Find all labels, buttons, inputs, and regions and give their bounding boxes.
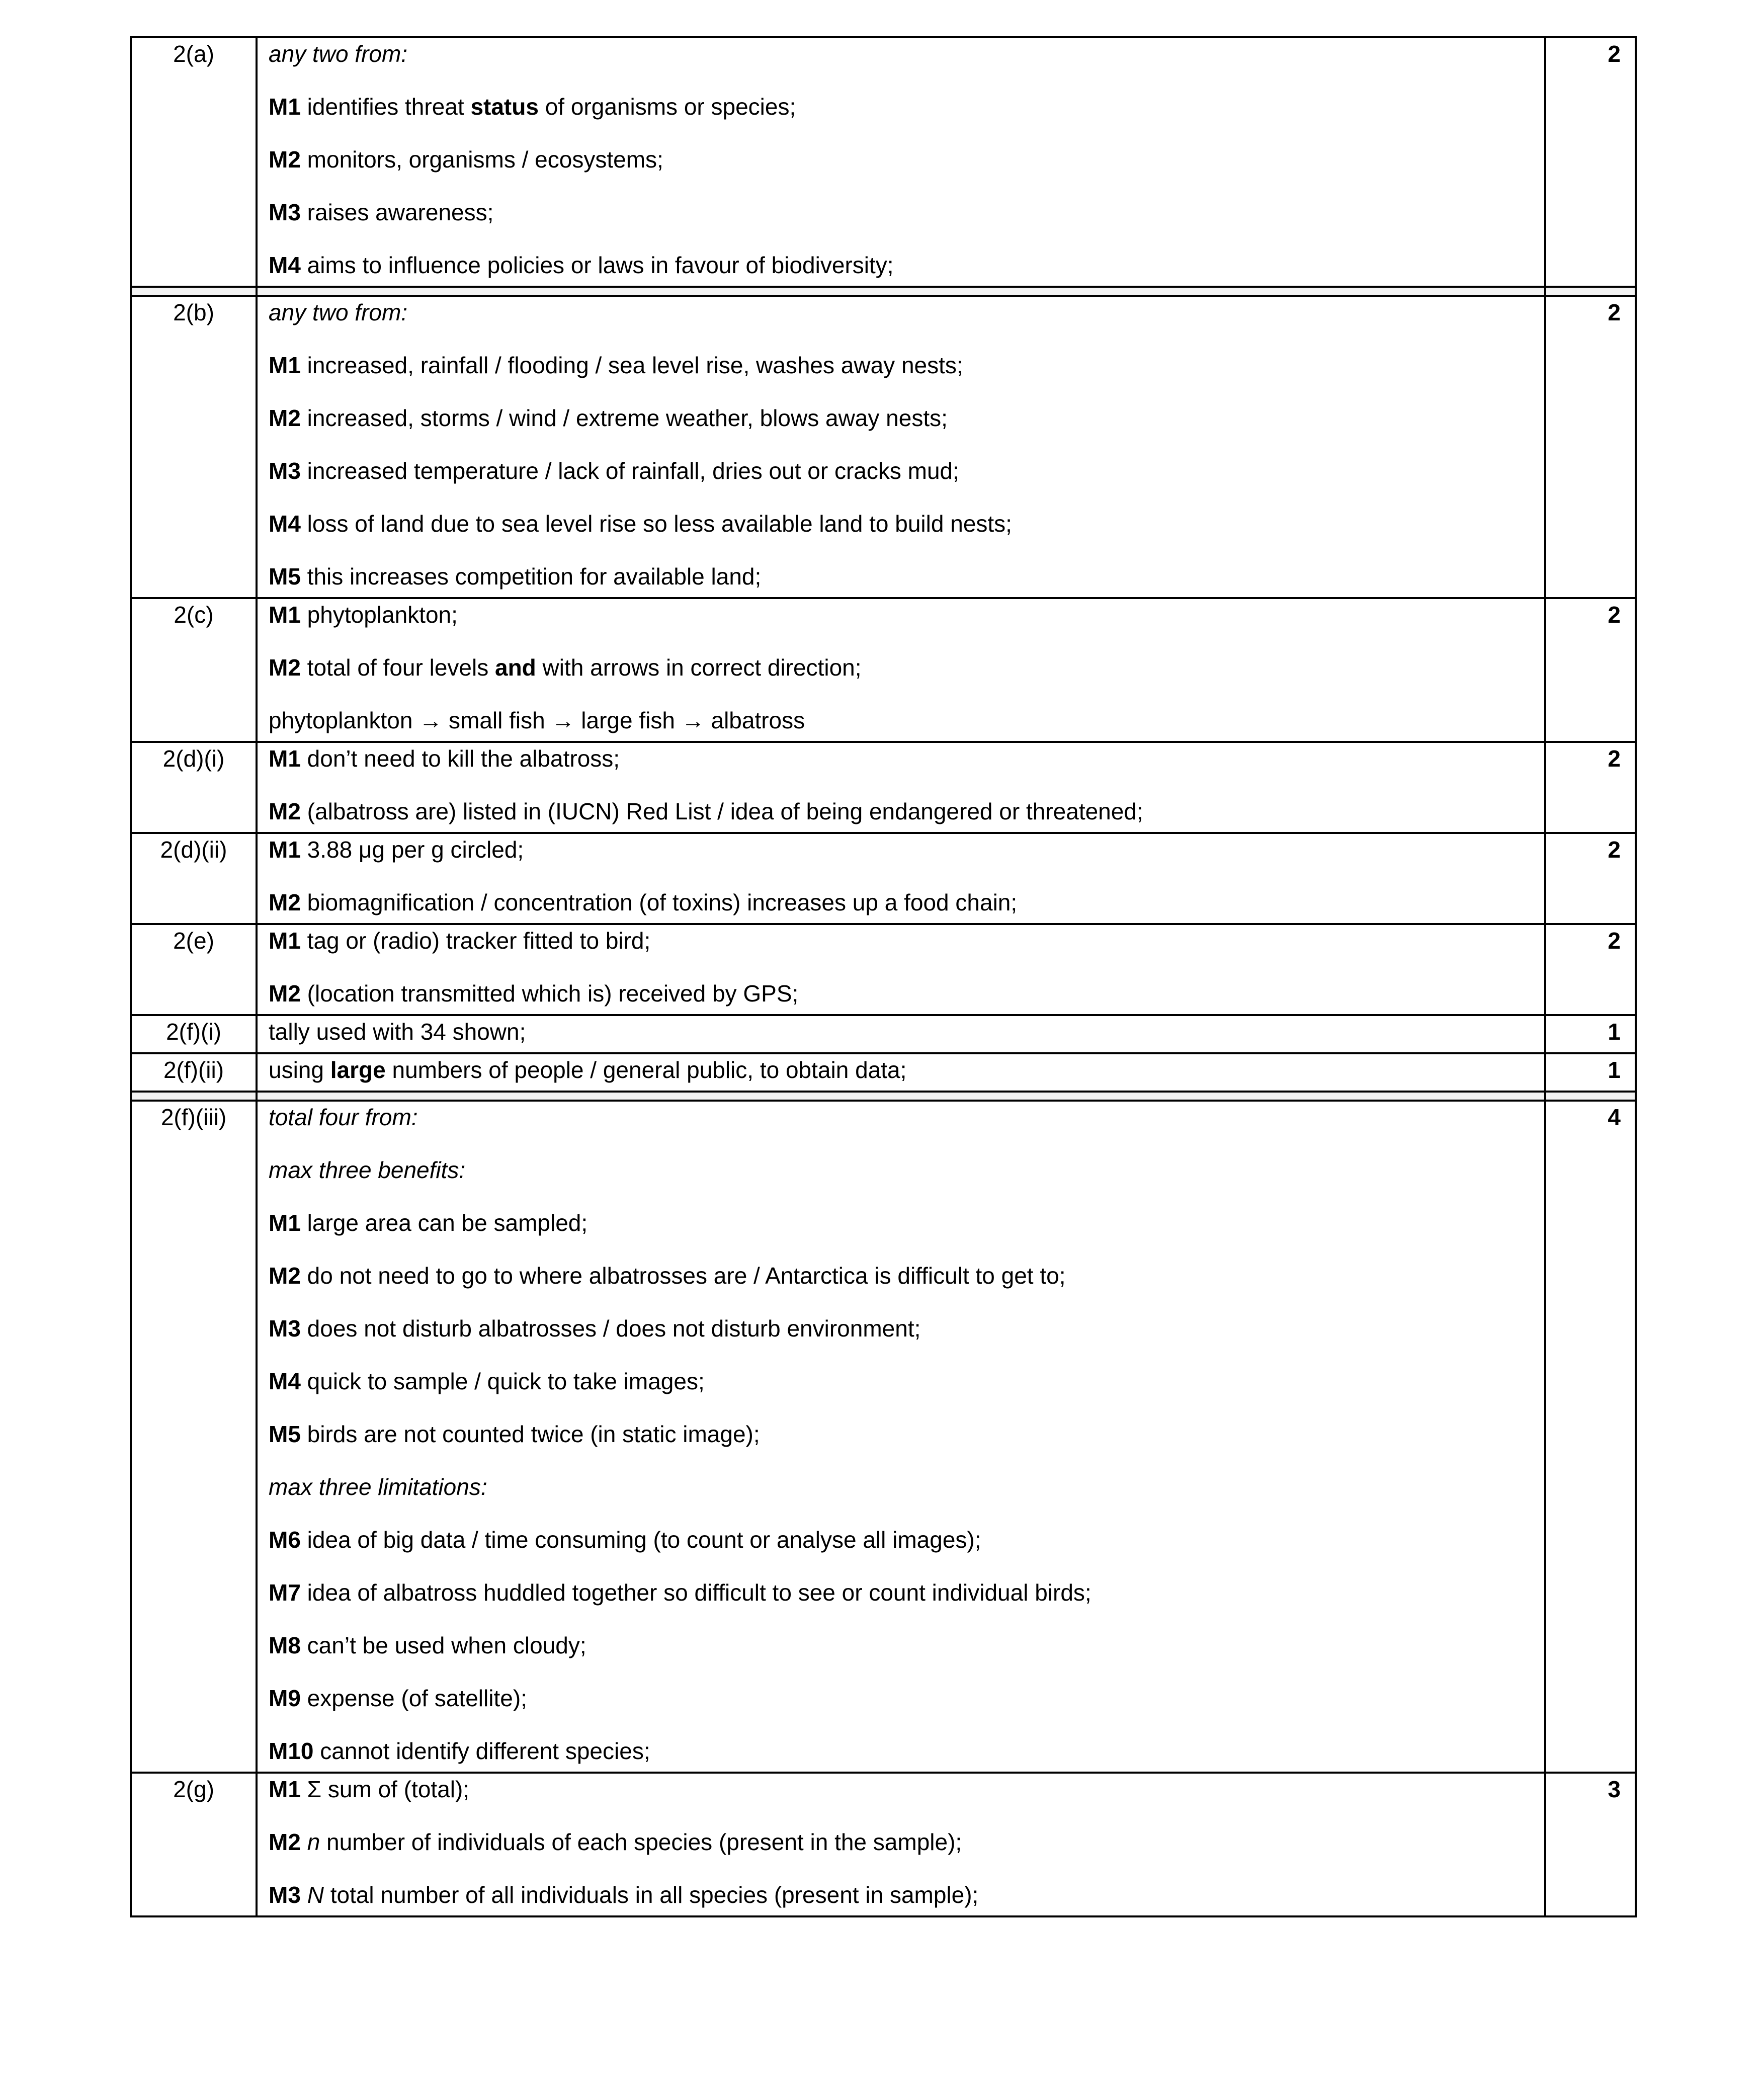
answer-text: expense (of satellite); xyxy=(300,1685,527,1711)
question-row xyxy=(131,1101,1636,1773)
marking-point xyxy=(269,1829,1534,1855)
mark-point-label: M1 xyxy=(269,602,301,628)
marking-point xyxy=(269,1527,1534,1552)
answer-cell xyxy=(257,1053,1545,1092)
question-row xyxy=(131,1015,1636,1053)
marking-point xyxy=(269,890,1534,915)
marks-value: 1 xyxy=(1545,1053,1636,1092)
marking-point xyxy=(269,1369,1534,1394)
marking-point xyxy=(269,200,1534,225)
answer-text: 3.88 μg per g circled; xyxy=(300,837,524,863)
answer-text: total of four levels xyxy=(300,654,495,681)
mark-point-label: M4 xyxy=(269,252,301,278)
mark-point-label: M2 xyxy=(269,980,301,1007)
mark-point-label: M2 xyxy=(269,889,301,915)
mark-point-label: M5 xyxy=(269,1421,301,1447)
row-separator xyxy=(131,1092,1636,1101)
emphasis-text: and xyxy=(495,654,536,681)
question-row xyxy=(131,1053,1636,1092)
question-number: 2(d)(ii) xyxy=(131,833,257,924)
marking-point xyxy=(269,405,1534,431)
answer-text: do not need to go to where albatrosses are / Antarctica is difficult to get to; xyxy=(300,1263,1066,1289)
answer-text: monitors, organisms / ecosystems; xyxy=(300,146,663,173)
answer-text: increased, storms / wind / extreme weather, blows away nests; xyxy=(300,405,948,431)
marking-point xyxy=(269,1777,1534,1802)
mark-point-label: M9 xyxy=(269,1685,301,1711)
marks-value: 1 xyxy=(1545,1015,1636,1053)
answer-line: phytoplankton → small fish → large fish → albatross xyxy=(269,707,805,733)
question-number: 2(d)(i) xyxy=(131,742,257,833)
mark-point-label: M2 xyxy=(269,798,301,824)
marks-value: 2 xyxy=(1545,833,1636,924)
question-row xyxy=(131,833,1636,924)
marking-point xyxy=(269,1316,1534,1341)
question-row xyxy=(131,296,1636,598)
question-number: 2(a) xyxy=(131,37,257,287)
question-row xyxy=(131,1773,1636,1916)
mark-scheme-body xyxy=(131,37,1636,1916)
mark-point-label: M5 xyxy=(269,563,301,590)
marking-point xyxy=(269,602,1534,627)
answer-line: max three limitations: xyxy=(269,1474,487,1500)
marking-point xyxy=(269,1633,1534,1658)
question-row xyxy=(131,598,1636,742)
answer-text: phytoplankton; xyxy=(300,602,458,628)
separator-cell xyxy=(131,1092,257,1101)
answer-cell xyxy=(257,924,1545,1015)
answer-text: loss of land due to sea level rise so less available land to build nests; xyxy=(300,511,1012,537)
mark-point-label: M8 xyxy=(269,1632,301,1658)
answer-line: total four from: xyxy=(269,1104,418,1130)
mark-point-label: M2 xyxy=(269,1829,301,1855)
mark-point-label: M2 xyxy=(269,654,301,681)
marking-point xyxy=(269,799,1534,824)
marks-value: 2 xyxy=(1545,924,1636,1015)
answer-text: of organisms or species; xyxy=(538,94,796,120)
mark-point-label: M2 xyxy=(269,1263,301,1289)
answer-text: cannot identify different species; xyxy=(313,1738,650,1764)
answer-text: (location transmitted which is) received by GPS; xyxy=(300,980,799,1007)
marking-point xyxy=(269,837,1534,862)
answer-cell xyxy=(257,296,1545,598)
answer-cell xyxy=(257,598,1545,742)
answer-line: any two from: xyxy=(269,299,408,325)
mark-point-label: M1 xyxy=(269,352,301,378)
mark-point-label: M3 xyxy=(269,199,301,225)
marking-point xyxy=(269,1580,1534,1605)
answer-line xyxy=(269,1057,1534,1082)
answer-text: total number of all individuals in all species (present in sample); xyxy=(323,1882,979,1908)
marking-point xyxy=(269,1686,1534,1711)
answer-cell xyxy=(257,833,1545,924)
answer-text: idea of big data / time consuming (to count or analyse all images); xyxy=(300,1527,981,1553)
emphasis-text: large xyxy=(330,1057,386,1083)
mark-point-label: M3 xyxy=(269,458,301,484)
separator-cell xyxy=(257,287,1545,296)
answer-cell xyxy=(257,1015,1545,1053)
mark-point-label: M1 xyxy=(269,1210,301,1236)
answer-text: number of individuals of each species (present in the sample); xyxy=(320,1829,962,1855)
mark-point-label: M1 xyxy=(269,745,301,772)
marking-point xyxy=(269,458,1534,483)
answer-line: any two from: xyxy=(269,41,408,67)
mark-point-label: M2 xyxy=(269,146,301,173)
answer-cell xyxy=(257,1773,1545,1916)
question-number: 2(e) xyxy=(131,924,257,1015)
marking-point xyxy=(269,655,1534,680)
marking-point xyxy=(269,1882,1534,1907)
mark-point-label: M6 xyxy=(269,1527,301,1553)
question-number: 2(b) xyxy=(131,296,257,598)
row-separator xyxy=(131,287,1636,296)
answer-text: don’t need to kill the albatross; xyxy=(300,745,620,772)
marking-point xyxy=(269,147,1534,172)
answer-cell xyxy=(257,37,1545,287)
separator-cell xyxy=(257,1092,1545,1101)
marks-value: 2 xyxy=(1545,37,1636,287)
mark-point-label: M1 xyxy=(269,837,301,863)
answer-text: increased, rainfall / flooding / sea level rise, washes away nests; xyxy=(300,352,963,378)
question-number: 2(c) xyxy=(131,598,257,742)
marking-point xyxy=(269,353,1534,378)
marking-point xyxy=(269,928,1534,953)
answer-cell xyxy=(257,1101,1545,1773)
mark-point-label: M7 xyxy=(269,1579,301,1606)
marks-value: 3 xyxy=(1545,1773,1636,1916)
marking-point xyxy=(269,511,1534,536)
separator-cell xyxy=(1545,287,1636,296)
marking-point xyxy=(269,746,1534,771)
marking-point xyxy=(269,564,1534,589)
marks-value: 2 xyxy=(1545,296,1636,598)
answer-text: aims to influence policies or laws in favour of biodiversity; xyxy=(300,252,894,278)
mark-point-label: M4 xyxy=(269,511,301,537)
symbol-text: n xyxy=(307,1829,320,1855)
marking-point xyxy=(269,1422,1534,1447)
question-row xyxy=(131,742,1636,833)
answer-text: quick to sample / quick to take images; xyxy=(300,1368,705,1394)
marks-value: 2 xyxy=(1545,598,1636,742)
answer-text: birds are not counted twice (in static image); xyxy=(300,1421,760,1447)
mark-point-label: M3 xyxy=(269,1882,301,1908)
separator-cell xyxy=(1545,1092,1636,1101)
answer-cell xyxy=(257,742,1545,833)
answer-text: Σ sum of (total); xyxy=(300,1776,470,1802)
separator-cell xyxy=(131,287,257,296)
mark-point-label: M1 xyxy=(269,1776,301,1802)
answer-text: this increases competition for available land; xyxy=(300,563,762,590)
emphasis-text: status xyxy=(470,94,539,120)
mark-point-label: M10 xyxy=(269,1738,314,1764)
mark-point-label: M2 xyxy=(269,405,301,431)
marking-point xyxy=(269,1263,1534,1288)
answer-text: biomagnification / concentration (of toxins) increases up a food chain; xyxy=(300,889,1018,915)
marking-point xyxy=(269,253,1534,278)
answer-text: (albatross are) listed in (IUCN) Red List / idea of being endangered or threatened; xyxy=(300,798,1143,824)
marks-value: 2 xyxy=(1545,742,1636,833)
answer-text: does not disturb albatrosses / does not disturb environment; xyxy=(300,1315,921,1342)
question-number: 2(f)(iii) xyxy=(131,1101,257,1773)
marks-value: 4 xyxy=(1545,1101,1636,1773)
answer-text: idea of albatross huddled together so difficult to see or count individual birds; xyxy=(300,1579,1091,1606)
answer-text xyxy=(301,1882,307,1908)
question-number: 2(g) xyxy=(131,1773,257,1916)
question-row xyxy=(131,37,1636,287)
marking-point xyxy=(269,1738,1534,1764)
answer-text: identifies threat xyxy=(300,94,471,120)
mark-point-label: M4 xyxy=(269,1368,301,1394)
answer-text: can’t be used when cloudy; xyxy=(300,1632,586,1658)
question-number: 2(f)(ii) xyxy=(131,1053,257,1092)
answer-text: using xyxy=(269,1057,330,1083)
answer-text: increased temperature / lack of rainfall, dries out or cracks mud; xyxy=(300,458,959,484)
answer-text: raises awareness; xyxy=(300,199,494,225)
answer-text: numbers of people / general public, to obtain data; xyxy=(385,1057,907,1083)
answer-text: large area can be sampled; xyxy=(300,1210,588,1236)
marking-point xyxy=(269,94,1534,119)
answer-text: tag or (radio) tracker fitted to bird; xyxy=(300,928,651,954)
mark-point-label: M3 xyxy=(269,1315,301,1342)
answer-text: with arrows in correct direction; xyxy=(536,654,862,681)
mark-point-label: M1 xyxy=(269,94,301,120)
symbol-text: N xyxy=(307,1882,324,1908)
answer-line: max three benefits: xyxy=(269,1157,466,1183)
answer-text xyxy=(301,1829,307,1855)
question-number: 2(f)(i) xyxy=(131,1015,257,1053)
mark-point-label: M1 xyxy=(269,928,301,954)
answer-line: tally used with 34 shown; xyxy=(269,1019,526,1045)
marking-point xyxy=(269,1210,1534,1235)
marking-point xyxy=(269,981,1534,1006)
question-row xyxy=(131,924,1636,1015)
mark-scheme-table xyxy=(130,36,1637,1917)
